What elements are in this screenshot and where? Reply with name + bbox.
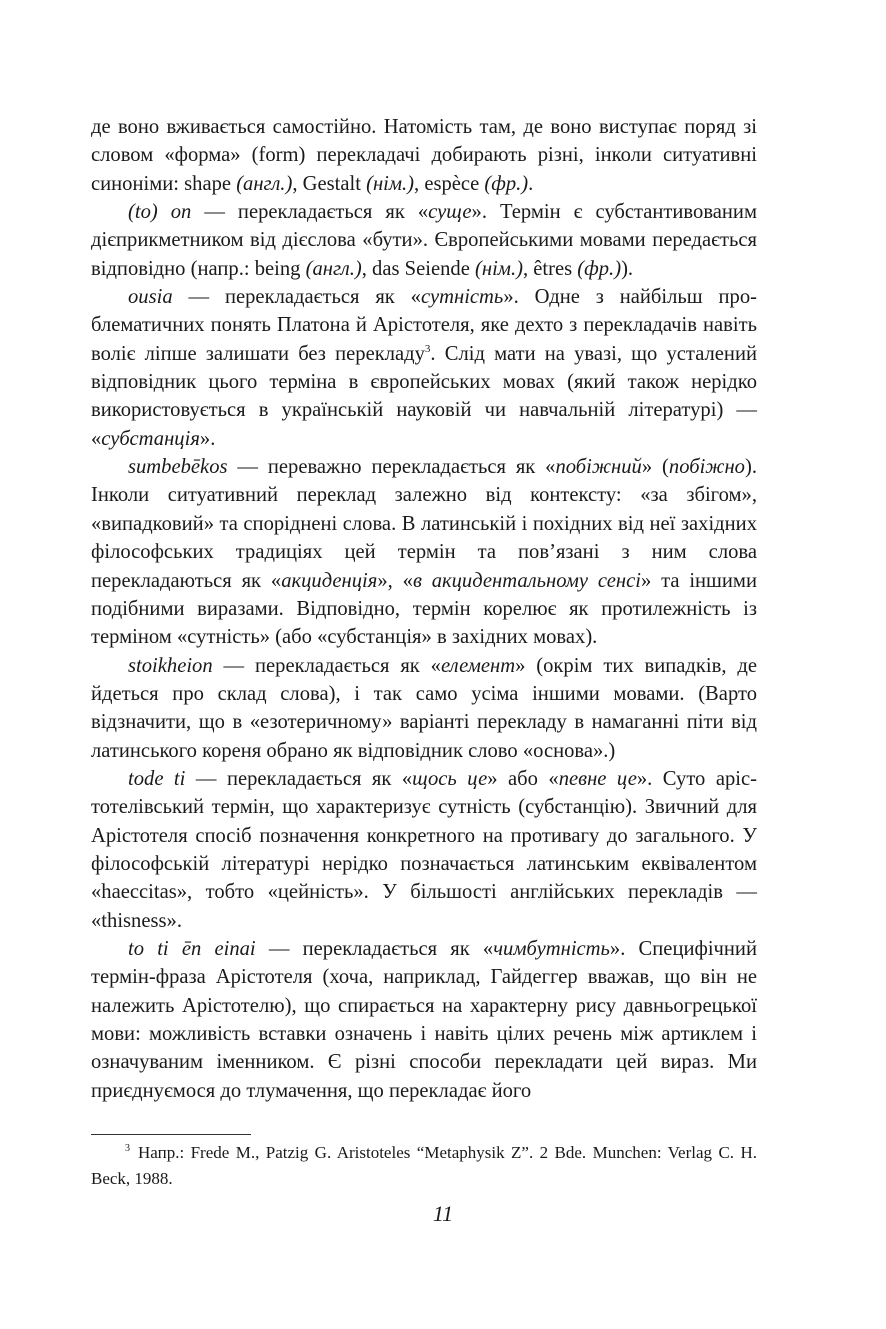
italic-term: (фр.) [577, 257, 622, 280]
paragraph [91, 765, 757, 935]
italic-term: (нім.) [475, 257, 523, 280]
text-run: ». [199, 427, 216, 450]
italic-term: побіжний [555, 456, 642, 479]
page-number: 11 [432, 1201, 454, 1226]
italic-term: (англ.) [236, 172, 293, 195]
text-run: , Gestalt [292, 172, 367, 195]
text-run: » або « [487, 767, 559, 790]
text-run: », « [377, 569, 413, 592]
text-run: , espèce [414, 172, 485, 195]
italic-term: певне це [558, 767, 637, 790]
paragraph [91, 283, 757, 453]
italic-term: чимбутність [493, 937, 610, 960]
text-run: ). Інколи ситуативний переклад залежно від контексту: «за збігом», «випадковий» та споріднені слова. В латинській і похідних від неї західних філософських традиціях цей термін та пов’язані з ним слова перекладаються як « [91, 456, 757, 592]
text-run: ». Одне з найбільш проблематичних понять Платона й Арістотеля, яке дехто з перекладачів навіть воліє ліпше залишати без перекладу [91, 286, 757, 365]
italic-term: елемент [440, 654, 516, 677]
italic-term: (англ.) [305, 257, 362, 280]
text-run: . Слід мати на увазі, що усталений відповідник цього терміна в європейських мовах (який також нерідко використовується в українській науковій чи навчальній літературі) — « [91, 342, 757, 450]
text-run: — перекладається як « [185, 767, 413, 790]
text-run: ). [621, 257, 634, 280]
text-run: , das Seiende [361, 257, 475, 280]
italic-term: tode ti [128, 767, 186, 790]
italic-term: субстанція [101, 427, 200, 450]
text-run: ». Термін є субстантивованим дієприкметником від дієслова «бути». Європейськими мовами передається відповідно (напр.: being [91, 201, 757, 280]
footnote [91, 1140, 757, 1192]
text-run: — переважно перекладається як « [227, 456, 556, 479]
text-run: » ( [641, 456, 669, 479]
footnote-mark: 3 [125, 1143, 130, 1155]
italic-term: сутність [420, 286, 504, 309]
italic-term: sumbebēkos [128, 456, 228, 479]
text-run: ». Специфічний термін-фраза Арістотеля (хоча, наприклад, Гайдеггер вважав, що він не належить Арістотелю), що спирається на характерну рису давньогрецької мови: можливість вставки означень і навіть цілих речень між артиклем і означуваним іменником. Є різні способи перекладати цей вираз. Ми приєднуємося до тлумачення, що перекладає його [91, 937, 757, 1102]
text-run: , êtres [522, 257, 578, 280]
italic-term: stoikheion [128, 654, 213, 677]
paragraph [91, 198, 757, 283]
body-text [91, 113, 757, 1105]
paragraph [91, 453, 757, 651]
footnote-text: Напр.: Frede M., Patzig G. Aristoteles “Metaphysik Z”. 2 Bde. Munchen: Verlag C. H. Beck, 1988. [91, 1143, 757, 1188]
paragraph [91, 113, 757, 198]
italic-term: (фр.) [484, 172, 529, 195]
paragraph [91, 652, 757, 765]
text-run: — перекладається як « [255, 937, 494, 960]
text-run: » та іншими подібними виразами. Відповідно, термін корелює як протилежність із терміном «сутність» (або «субстанція» в західних мовах). [91, 569, 757, 649]
text-run: — перекладається як « [191, 201, 429, 224]
italic-term: в акцидентальному сенсі [412, 569, 641, 592]
paragraph [91, 935, 757, 1105]
text-run: ». Суто арістотелівський термін, що характеризує сутність (субстанцію). Звичний для Арістотеля спосіб позначення конкретного на противагу до загального. У філософській літературі нерідко позначається латинським еквівалентом «haeccitas», тобто «цейність». У більшості англійських перекладів — «thisness». [91, 767, 757, 932]
italic-term: акциденція [281, 569, 378, 592]
italic-term: (to) on [128, 201, 192, 224]
italic-term: to ti ēn einai [128, 937, 256, 960]
text-run: » (окрім тих випадків, де йдеться про склад слова), і так само усіма іншими мовами. (Варто відзначити, що в «езотеричному» варіанті перекладу в намаганні піти від латинського кореня обрано як відповідник слово «основа».) [91, 654, 757, 762]
text-run: де воно вживається самостійно. Натомість там, де воно виступає поряд зі словом «форма» (form) перекладачі добирають різні, інколи ситуативні синоніми: shape [91, 116, 757, 195]
italic-term: побіжно [668, 456, 745, 479]
footnote-rule [91, 1134, 251, 1135]
footnote-ref: 3 [424, 342, 431, 355]
text-run: — перекладається як « [212, 654, 441, 677]
text-run: . [528, 172, 534, 195]
italic-term: ousia [128, 286, 173, 309]
italic-term: щось це [412, 767, 488, 790]
italic-term: (нім.) [366, 172, 415, 195]
text-run: — перекладається як « [172, 286, 421, 309]
italic-term: суще [428, 201, 472, 224]
